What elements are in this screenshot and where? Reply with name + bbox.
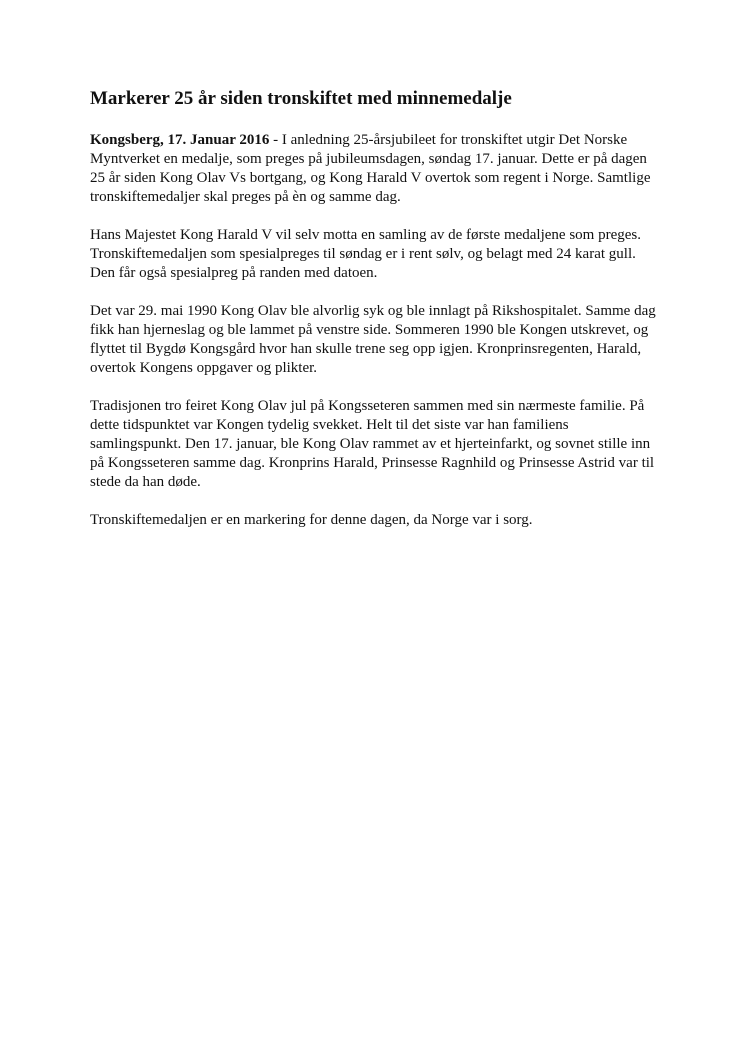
document-page <box>90 88 656 549</box>
paragraph-1 <box>90 131 656 207</box>
paragraph-5: Tronskiftemedaljen er en markering for denne dagen, da Norge var i sorg. <box>90 511 533 528</box>
document-title: Markerer 25 år siden tronskiftet med minnemedalje <box>90 88 512 109</box>
paragraph-3: Det var 29. mai 1990 Kong Olav ble alvorlig syk og ble innlagt på Rikshospitalet. Samme dag fikk han hjerneslag og ble lammet på venstre side. Sommeren 1990 ble Kongen utskrevet, og flyttet til Bygdø Kongsgård hvor han skulle trene seg opp igjen. Kronprinsregenten, Harald, overtok Kongens oppgaver og plikter. <box>90 302 656 376</box>
paragraph-1-text: - I anledning 25-årsjubileet for tronskiftet utgir Det Norske Myntverket en medalje, som preges på jubileumsdagen, søndag 17. januar. Dette er på dagen 25 år siden Kong Olav Vs bortgang, og Kong Harald V overtok som regent i Norge. Samtlige tronskiftemedaljer skal preges på èn og samme dag. <box>90 131 651 205</box>
paragraph-4: Tradisjonen tro feiret Kong Olav jul på Kongsseteren sammen med sin nærmeste familie. På dette tidspunktet var Kongen tydelig svekket. Helt til det siste var han familiens samlingspunkt. Den 17. januar, ble Kong Olav rammet av et hjerteinfarkt, og sovnet stille inn på Kongsseteren samme dag. Kronprins Harald, Prinsesse Ragnhild og Prinsesse Astrid var til stede da han døde. <box>90 397 655 490</box>
dateline: Kongsberg, 17. Januar 2016 <box>90 131 270 148</box>
paragraph-2: Hans Majestet Kong Harald V vil selv motta en samling av de første medaljene som preges. Tronskiftemedaljen som spesialpreges til søndag er i rent sølv, og belagt med 24 karat gull. Den får også spesialpreg på randen med datoen. <box>90 226 641 281</box>
